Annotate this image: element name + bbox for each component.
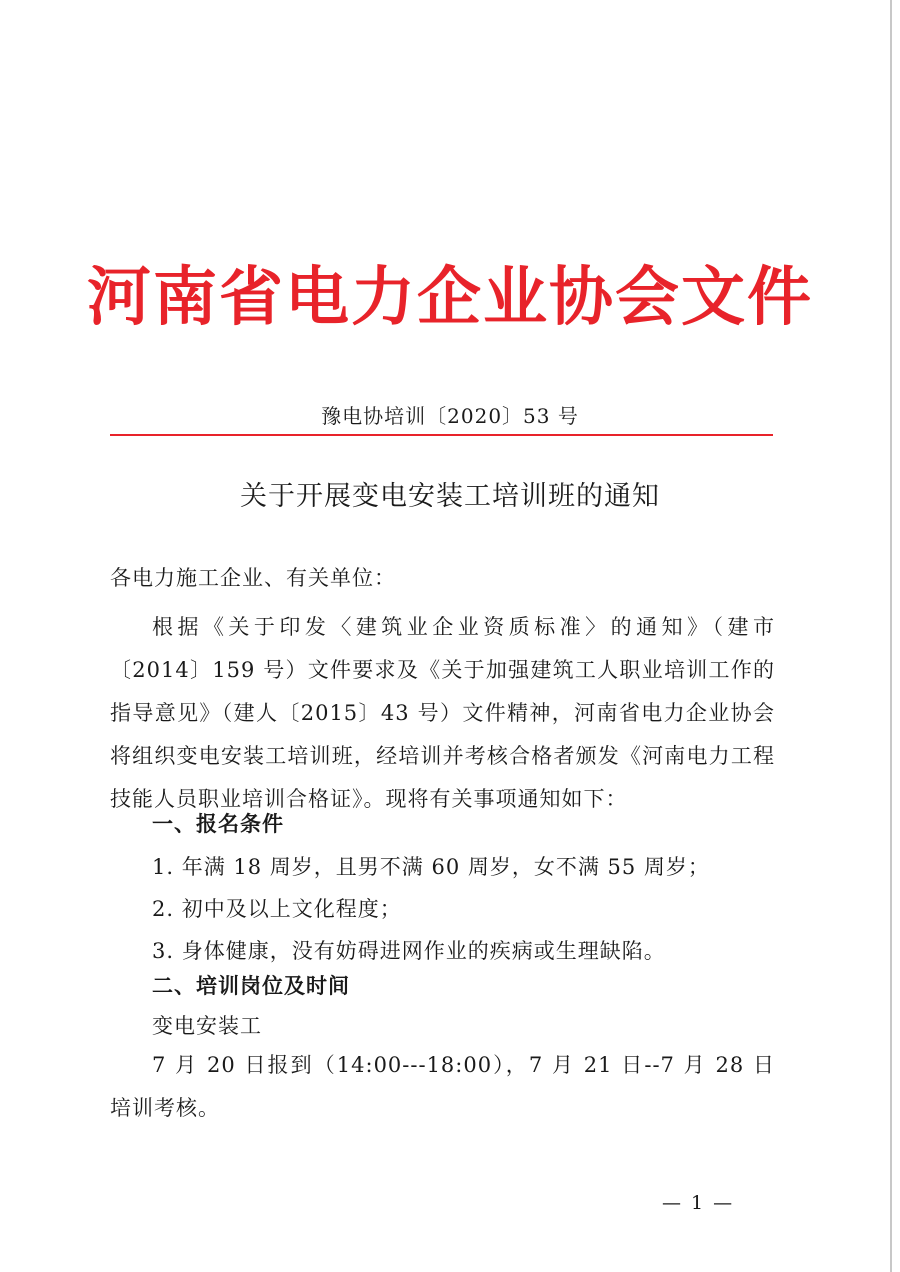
section-heading-training: 二、培训岗位及时间: [152, 974, 350, 998]
eligibility-item-3: 3. 身体健康，没有妨碍进网作业的疾病或生理缺陷。: [152, 939, 666, 963]
intro-paragraph-text: 根据《关于印发〈建筑业企业资质标准〉的通知》（建市〔2014〕159 号）文件要求及《关于加强建筑工人职业培训工作的指导意见》（建人〔2015〕43 号）文件精神，河南省电力企业协会将组织变电安装工培训班，经培训并考核合格者颁发《河南电力工程技能人员职业培训合格证》。现将有关事项通知如下：: [110, 615, 775, 811]
page-edge: [890, 0, 892, 1272]
document-title: 关于开展变电安装工培训班的通知: [240, 481, 660, 512]
intro-paragraph: [110, 606, 775, 821]
training-position: 变电安装工: [152, 1014, 262, 1038]
page-number: — 1 —: [662, 1192, 735, 1214]
document-number: 豫电协培训〔2020〕53 号: [321, 404, 579, 428]
header-divider: [110, 434, 773, 436]
eligibility-item-2: 2. 初中及以上文化程度；: [152, 897, 402, 921]
section-heading-eligibility: 一、报名条件: [152, 812, 284, 836]
eligibility-item-1: 1. 年满 18 周岁，且男不满 60 周岁，女不满 55 周岁；: [152, 855, 710, 879]
document-header-title: 河南省电力企业协会文件: [87, 260, 813, 335]
training-schedule: [110, 1044, 775, 1130]
salutation: 各电力施工企业、有关单位：: [110, 566, 396, 590]
training-schedule-text: 7 月 20 日报到（14:00---18:00），7 月 21 日--7 月 28 日培训考核。: [110, 1053, 775, 1120]
